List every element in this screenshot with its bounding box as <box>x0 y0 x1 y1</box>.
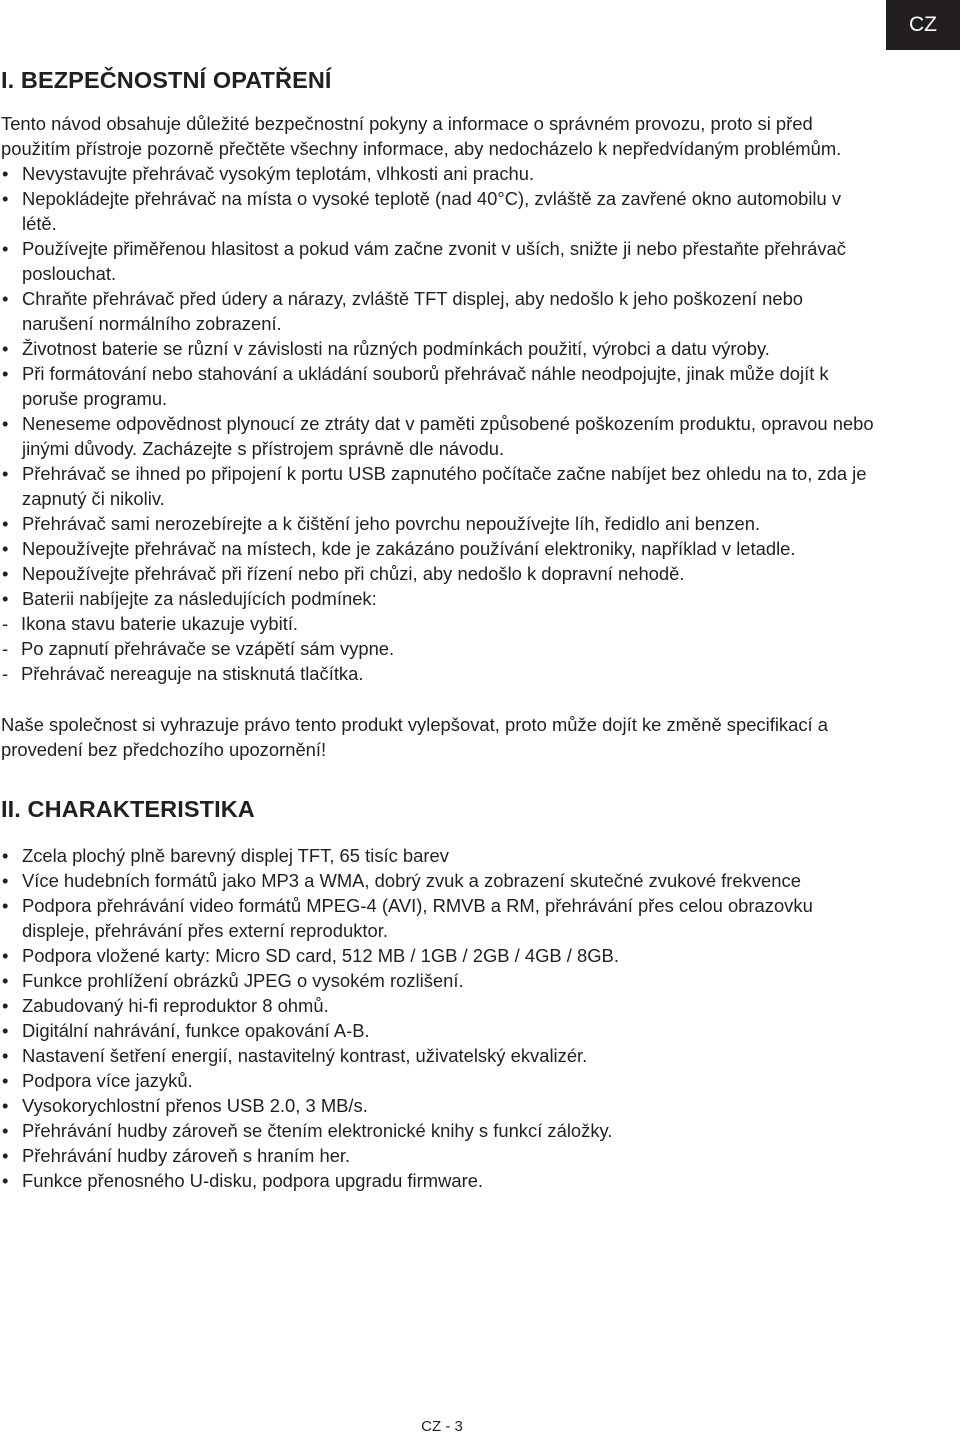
list-item-text: Ikona stavu baterie ukazuje vybití. <box>21 613 299 634</box>
list-item <box>1 1168 875 1193</box>
list-item <box>1 461 875 511</box>
section-title-features: II. CHARAKTERISTIKA <box>1 796 255 822</box>
list-item <box>1 511 875 536</box>
list-item-text: Nepokládejte přehrávač na místa o vysoké teplotě (nad 40°C), zvláště za zavřené okno automobilu v létě. <box>22 188 842 234</box>
list-item-text: Přehrávač se ihned po připojení k portu USB zapnutého počítače začne nabíjet bez ohledu na to, zda je zapnutý či nikoliv. <box>22 463 867 509</box>
list-item <box>1 411 875 461</box>
list-item <box>1 1143 875 1168</box>
list-item <box>1 843 875 868</box>
list-item-text: Chraňte přehrávač před údery a nárazy, zvláště TFT displej, aby nedošlo k jeho poškození nebo narušení normálního zobrazení. <box>22 288 804 334</box>
language-tab: CZ <box>886 0 960 50</box>
list-item-text: Nevystavujte přehrávač vysokým teplotám, vlhkosti ani prachu. <box>22 163 535 184</box>
list-item-text: Nepoužívejte přehrávač na místech, kde je zakázáno používání elektroniky, například v letadle. <box>22 538 796 559</box>
list-item-text: Digitální nahrávání, funkce opakování A-B. <box>22 1020 370 1041</box>
list-item-text: Po zapnutí přehrávače se vzápětí sám vypne. <box>21 638 395 659</box>
sub-list-item <box>1 661 875 686</box>
list-item <box>1 868 875 893</box>
list-item <box>1 186 875 236</box>
list-item <box>1 1118 875 1143</box>
list-item-text: Používejte přiměřenou hlasitost a pokud vám začne zvonit v uších, snižte ji nebo přestaňte přehrávač poslouchat. <box>22 238 846 284</box>
list-item-text: Zcela plochý plně barevný displej TFT, 65 tisíc barev <box>22 845 449 866</box>
list-item <box>1 336 875 361</box>
list-item-text: Přehrávač nereaguje na stisknutá tlačítka. <box>21 663 364 684</box>
list-item <box>1 236 875 286</box>
list-item-text: Podpora více jazyků. <box>22 1070 193 1091</box>
list-item-text: Více hudebních formátů jako MP3 a WMA, dobrý zvuk a zobrazení skutečné zvukové frekvence <box>22 870 801 891</box>
list-item <box>1 286 875 336</box>
section-title-safety: I. BEZPEČNOSTNÍ OPATŘENÍ <box>1 67 332 93</box>
list-item <box>1 1068 875 1093</box>
list-item <box>1 161 875 186</box>
page-number: CZ - 3 <box>421 1418 463 1435</box>
list-item-text: Při formátování nebo stahování a ukládání souborů přehrávač náhle neodpojujte, jinak může dojít k poruše programu. <box>22 363 829 409</box>
safety-intro: Tento návod obsahuje důležité bezpečnostní pokyny a informace o správném provozu, proto si před použitím přístroje pozorně přečtěte všechny informace, aby nedocházelo k nepředvídaným problémům. <box>1 113 842 159</box>
list-item-text: Baterii nabíjejte za následujících podmínek: <box>22 588 377 609</box>
list-item <box>1 1043 875 1068</box>
list-item-text: Vysokorychlostní přenos USB 2.0, 3 MB/s. <box>22 1095 368 1116</box>
list-item-text: Funkce přenosného U-disku, podpora upgradu firmware. <box>22 1170 484 1191</box>
list-item <box>1 1018 875 1043</box>
list-item <box>1 561 875 586</box>
list-item <box>1 893 875 943</box>
improvement-notice: Naše společnost si vyhrazuje právo tento produkt vylepšovat, proto může dojít ke změně specifikací a provedení bez předchozího upozornění! <box>1 714 828 760</box>
list-item <box>1 361 875 411</box>
list-item-text: Podpora přehrávání video formátů MPEG-4 (AVI), RMVB a RM, přehrávání přes celou obrazovku displeje, přehrávání přes externí reproduktor. <box>22 895 813 941</box>
list-item-text: Přehrávání hudby zároveň s hraním her. <box>22 1145 351 1166</box>
page-content <box>1 64 875 1193</box>
list-item-text: Přehrávač sami nerozebírejte a k čištění jeho povrchu nepoužívejte líh, ředidlo ani benzen. <box>22 513 761 534</box>
list-item <box>1 968 875 993</box>
sub-list-item <box>1 611 875 636</box>
sub-list-item <box>1 636 875 661</box>
list-item-text: Zabudovaný hi-fi reproduktor 8 ohmů. <box>22 995 329 1016</box>
list-item-text: Neneseme odpovědnost plynoucí ze ztráty dat v paměti způsobené poškozením produktu, opravou nebo jinými důvody. Zacházejte s přístrojem správně dle návodu. <box>22 413 874 459</box>
list-item <box>1 1093 875 1118</box>
list-item-text: Podpora vložené karty: Micro SD card, 512 MB / 1GB / 2GB / 4GB / 8GB. <box>22 945 619 966</box>
features-bullet-list <box>1 843 875 1193</box>
list-item-text: Nepoužívejte přehrávač při řízení nebo při chůzi, aby nedošlo k dopravní nehodě. <box>22 563 685 584</box>
list-item-text: Funkce prohlížení obrázků JPEG o vysokém rozlišení. <box>22 970 464 991</box>
list-item <box>1 993 875 1018</box>
list-item-text: Přehrávání hudby zároveň se čtením elektronické knihy s funkcí záložky. <box>22 1120 613 1141</box>
safety-bullet-list <box>1 161 875 686</box>
list-item <box>1 536 875 561</box>
list-item-text: Nastavení šetření energií, nastavitelný kontrast, uživatelský ekvalizér. <box>22 1045 588 1066</box>
list-item-text: Životnost baterie se různí v závislosti na různých podmínkách použití, výrobci a datu výroby. <box>22 338 770 359</box>
list-item <box>1 586 875 611</box>
list-item <box>1 943 875 968</box>
